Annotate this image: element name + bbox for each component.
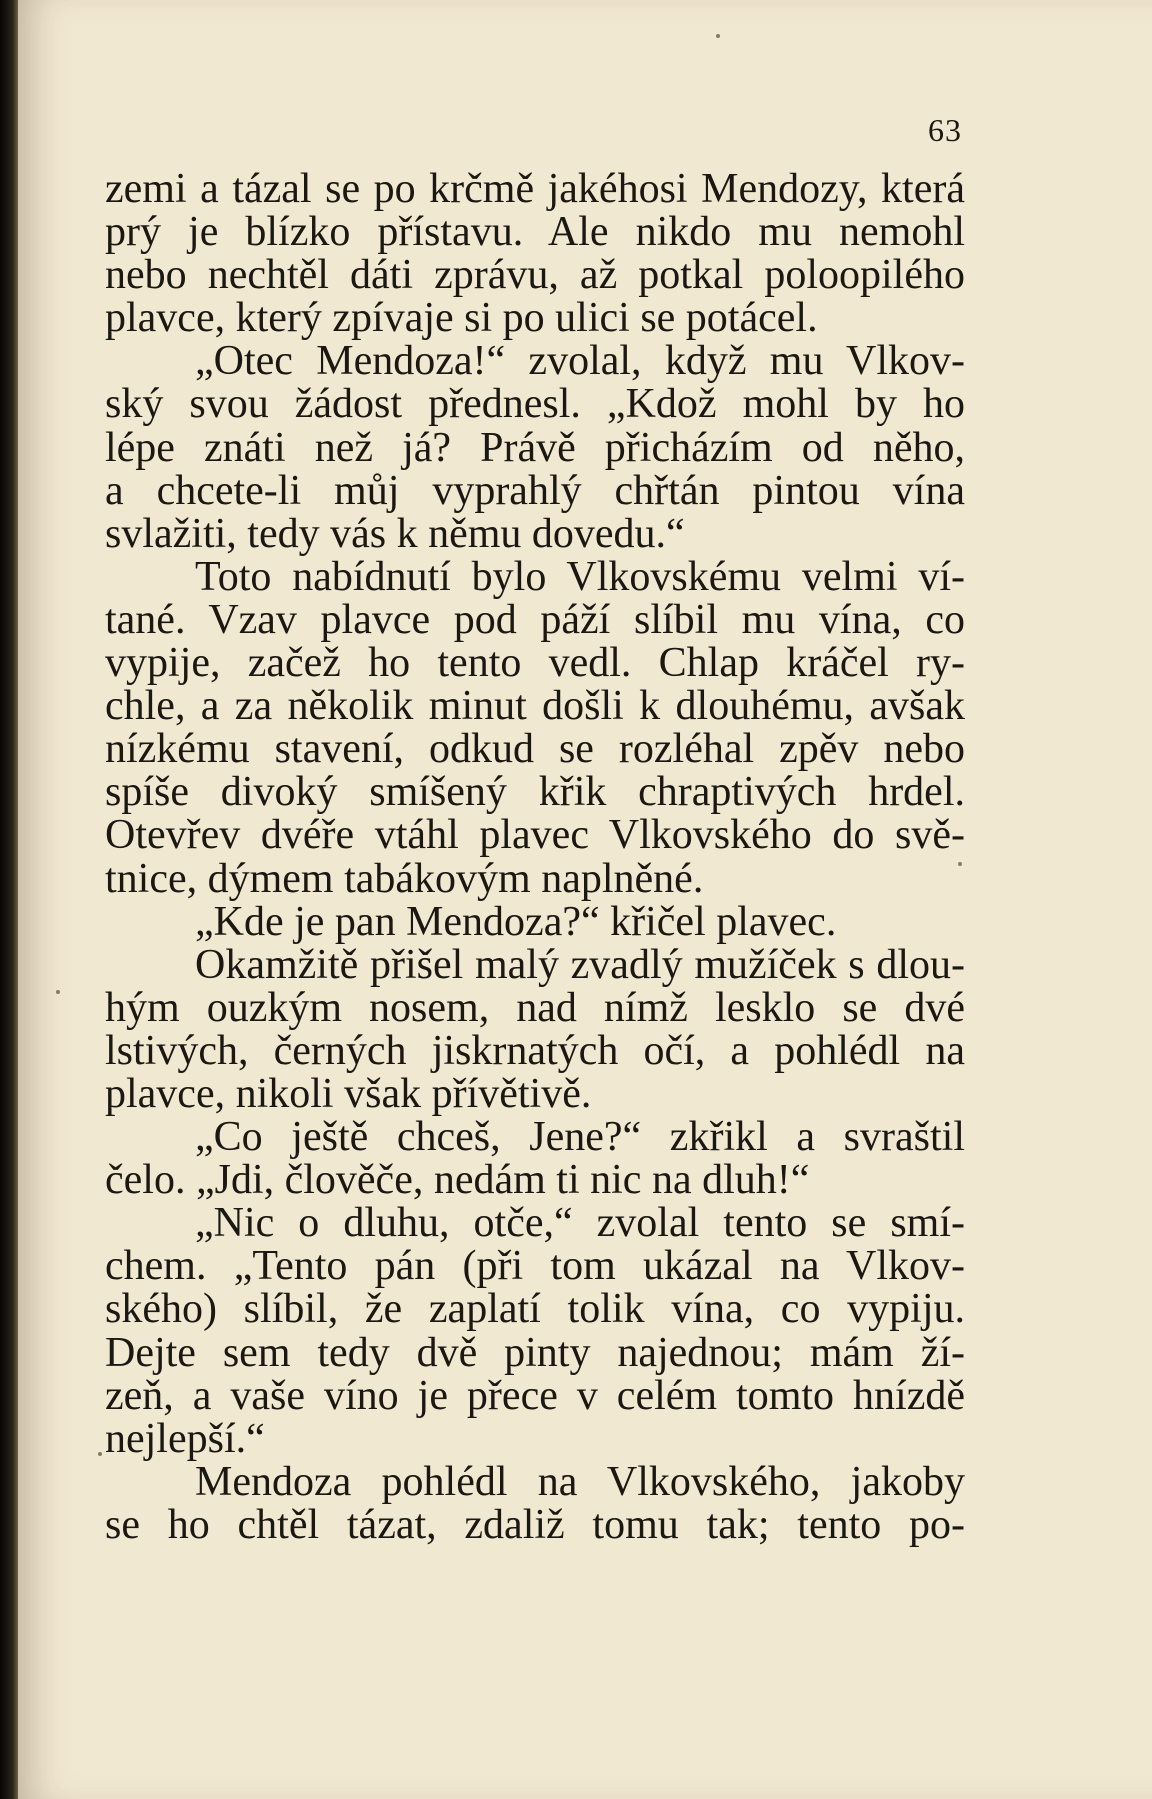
text-line: plavce, nikoli však přívětivě. bbox=[105, 1070, 592, 1117]
text-line: nízkému stavení, odkud se rozléhal zpěv nebo bbox=[105, 726, 965, 773]
text-line: chle, a za několik minut došli k dlouhému, avšak bbox=[105, 683, 965, 730]
text-line: se ho chtěl tázat, zdaliž tomu tak; tento po- bbox=[105, 1501, 965, 1548]
text-line: Otevřev dvéře vtáhl plavec Vlkovského do svě- bbox=[105, 812, 965, 859]
text-line: svlažiti, tedy vás k němu dovedu.“ bbox=[105, 510, 685, 557]
text-line: lstivých, černých jiskrnatých očí, a pohlédl na bbox=[105, 1027, 965, 1074]
paper-speck bbox=[716, 34, 720, 38]
text-line: prý je blízko přístavu. Ale nikdo mu nemohl bbox=[105, 209, 965, 256]
text-line: tané. Vzav plavce pod páží slíbil mu vína, co bbox=[105, 596, 965, 643]
text-line: Okamžitě přišel malý zvadlý mužíček s dlou- bbox=[195, 941, 965, 988]
text-line: Mendoza pohlédl na Vlkovského, jakoby bbox=[195, 1458, 965, 1505]
text-line: „Otec Mendoza!“ zvolal, když mu Vlkov- bbox=[195, 338, 965, 385]
text-line: ského) slíbil, že zaplatí tolik vína, co vypiju. bbox=[105, 1286, 965, 1333]
page-body-text bbox=[105, 168, 965, 1547]
paper-speck bbox=[958, 862, 962, 866]
text-line: lépe znáti než já? Právě přicházím od něho, bbox=[105, 424, 965, 471]
page-number: 63 bbox=[928, 112, 962, 148]
text-line: a chcete-li můj vyprahlý chřtán pintou vína bbox=[105, 467, 965, 514]
paper-speck bbox=[56, 990, 60, 994]
paper-speck bbox=[98, 1452, 102, 1456]
text-line: „Nic o dluhu, otče,“ zvolal tento se smí- bbox=[195, 1200, 965, 1247]
text-line: zemi a tázal se po krčmě jakéhosi Mendozy, která bbox=[105, 166, 965, 212]
text-line: plavce, který zpívaje si po ulici se potácel. bbox=[105, 295, 818, 342]
text-line: „Kde je pan Mendoza?“ křičel plavec. bbox=[195, 898, 837, 945]
text-line: hým ouzkým nosem, nad nímž lesklo se dvé bbox=[105, 984, 965, 1031]
text-line: spíše divoký smíšený křik chraptivých hrdel. bbox=[105, 769, 965, 816]
text-line: Toto nabídnutí bylo Vlkovskému velmi ví- bbox=[195, 553, 965, 600]
text-line: zeň, a vaše víno je přece v celém tomto hnízdě bbox=[105, 1372, 965, 1419]
text-line: čelo. „Jdi, člověče, nedám ti nic na dluh!“ bbox=[105, 1157, 810, 1204]
text-line: Dejte sem tedy dvě pinty najednou; mám ží- bbox=[105, 1329, 965, 1376]
text-line: chem. „Tento pán (při tom ukázal na Vlkov- bbox=[105, 1243, 965, 1290]
book-spine-shadow bbox=[0, 0, 18, 1799]
text-line: „Co ještě chceš, Jene?“ zkřikl a svraštil bbox=[195, 1114, 965, 1161]
text-line: nejlepší.“ bbox=[105, 1415, 265, 1462]
text-line: vypije, začež ho tento vedl. Chlap kráčel ry- bbox=[105, 640, 965, 687]
text-line: nebo nechtěl dáti zprávu, až potkal poloopilého bbox=[105, 252, 965, 299]
text-line: tnice, dýmem tabákovým naplněné. bbox=[105, 855, 704, 902]
book-page bbox=[18, 0, 1152, 1799]
text-line: ský svou žádost přednesl. „Kdož mohl by ho bbox=[105, 381, 965, 428]
